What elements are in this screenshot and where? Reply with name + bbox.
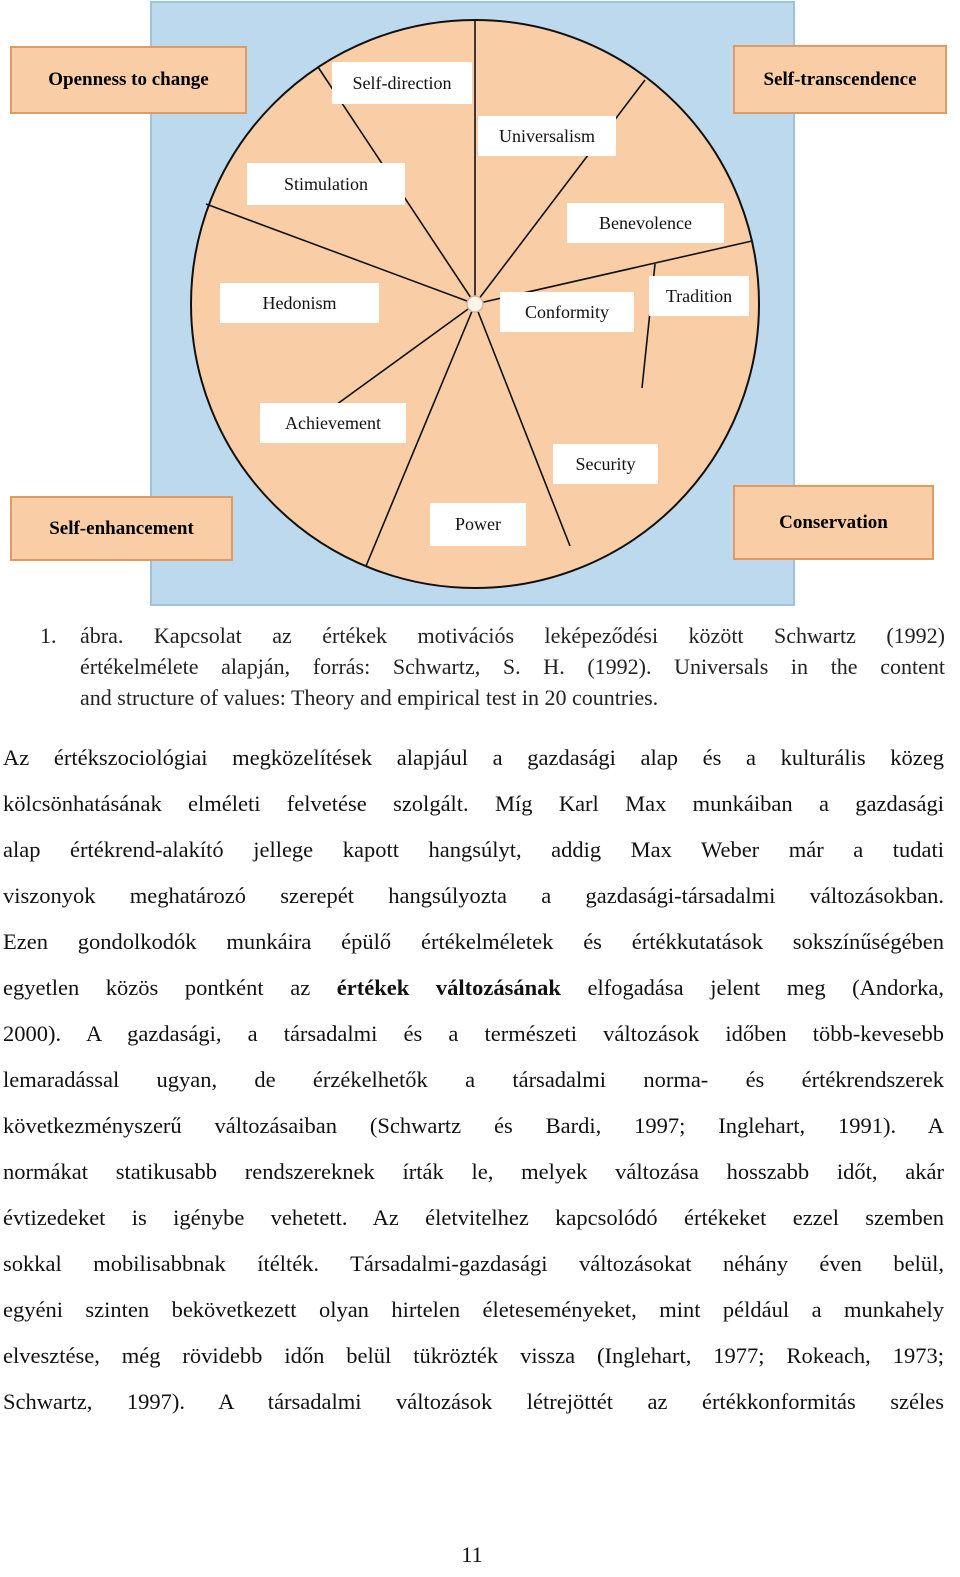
value-label-stimulation: Stimulation [247,163,405,205]
body-line: lemaradással ugyan, de érzékelhetők a társadalmi norma- és értékrendszerek [3,1067,944,1092]
value-label-security: Security [553,444,658,484]
caption-line-1: 1. ábra. Kapcsolat az értékek motivációs leképeződési között Schwartz (1992) [40,620,945,651]
body-line: alap értékrend-alakító jellege kapott hangsúlyt, addig Max Weber már a tudati [3,837,944,862]
figure-caption [40,620,945,713]
body-line: kölcsönhatásának elméleti felvetése szolgált. Míg Karl Max munkáiban a gazdasági [3,791,944,816]
body-paragraph [3,735,944,1425]
schwartz-values-figure [0,0,960,610]
corner-openness-to-change: Openness to change [10,46,247,114]
body-line: következményszerű változásaiban (Schwartz és Bardi, 1997; Inglehart, 1991). A [3,1113,944,1138]
value-label-benevolence: Benevolence [567,203,724,243]
wheel-center-knob [467,296,483,312]
value-label-power: Power [430,503,526,546]
caption-number: 1. [40,623,57,648]
page-number: 11 [461,1542,483,1567]
body-line: egyetlen közös pontként az értékek változásának elfogadása jelent meg (Andorka, [3,975,945,1000]
body-line: Schwartz, 1997). A társadalmi változások létrejöttét az értékkonformitás széles [3,1389,944,1414]
body-line: 2000). A gazdasági, a társadalmi és a természeti változások időben több-kevesebb [3,1021,944,1046]
caption-line-3: and structure of values: Theory and empirical test in 20 countries. [80,685,659,710]
value-label-conformity: Conformity [500,292,634,332]
value-label-self-direction: Self-direction [332,62,472,104]
value-label-hedonism: Hedonism [220,283,379,323]
body-line: elvesztése, még rövidebb időn belül tükrözték vissza (Inglehart, 1977; Rokeach, 1973; [3,1343,944,1368]
body-line: egyéni szinten bekövetkezett olyan hirtelen életeseményeket, mint például a munkahely [3,1297,944,1322]
caption-line-2: értékelmélete alapján, forrás: Schwartz, S. H. (1992). Universals in the content [80,654,945,679]
body-line: Ezen gondolkodók munkáira épülő értékelméletek és értékkutatások sokszínűségében [3,929,944,954]
body-line: sokkal mobilisabbnak ítélték. Társadalmi-gazdasági változásokat néhány éven belül, [3,1251,944,1276]
corner-self-enhancement: Self-enhancement [10,496,233,561]
value-label-achievement: Achievement [260,403,406,443]
value-label-tradition: Tradition [649,276,749,316]
body-line: Az értékszociológiai megközelítések alapjául a gazdasági alap és a kulturális közeg [3,745,944,770]
corner-conservation: Conservation [733,485,934,560]
body-line: évtizedeket is igénybe vehetett. Az életvitelhez kapcsolódó értékeket ezzel szemben [3,1205,944,1230]
body-line: viszonyok meghatározó szerepét hangsúlyozta a gazdasági-társadalmi változásokban. [3,883,944,908]
body-line: normákat statikusabb rendszereknek írták le, melyek változása hosszabb időt, akár [3,1159,944,1184]
emphasis-text: értékek változásának [336,975,561,1000]
corner-self-transcendence: Self-transcendence [733,45,947,114]
value-label-universalism: Universalism [478,116,616,156]
